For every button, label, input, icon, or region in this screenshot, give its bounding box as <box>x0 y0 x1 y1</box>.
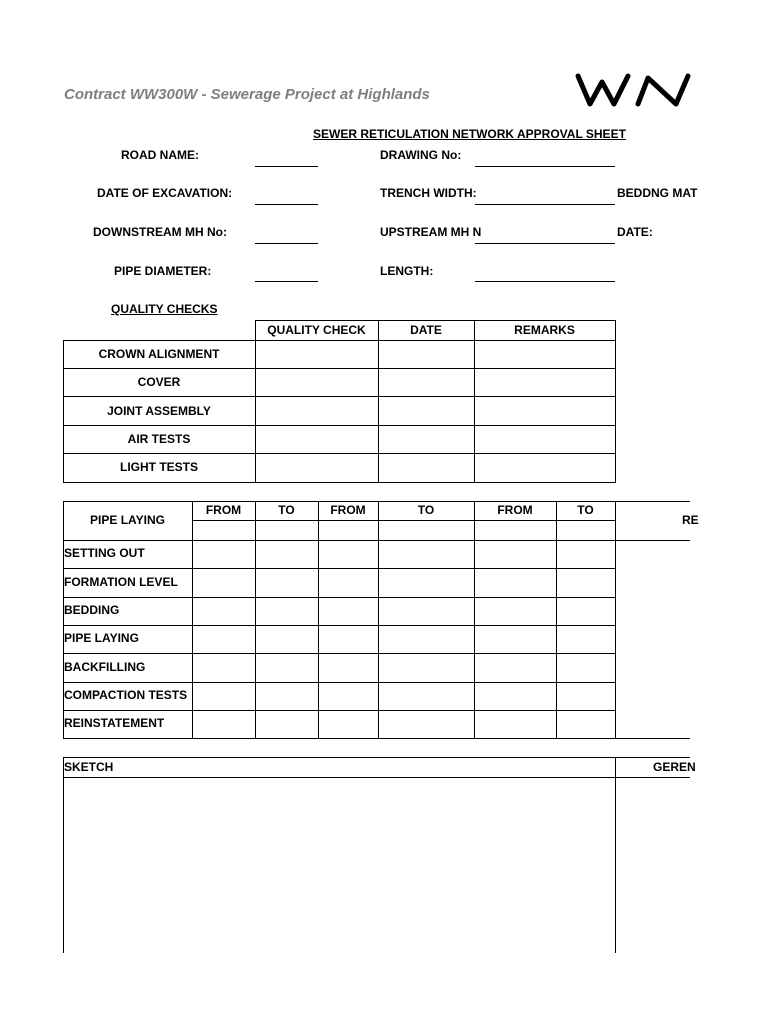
drawing-no-label: DRAWING No: <box>380 148 462 162</box>
pipe-row-label: REINSTATEMENT <box>64 716 165 730</box>
sheet-title: SEWER RETICULATION NETWORK APPROVAL SHEET <box>313 127 626 141</box>
qc-grid-line <box>255 320 616 321</box>
pipe-grid-line <box>474 501 475 738</box>
pipe-column-header: FROM <box>330 503 366 517</box>
qc-row-label: COVER <box>137 375 181 389</box>
pipe-grid-line <box>63 710 615 711</box>
length-label: LENGTH: <box>380 264 434 278</box>
qc-grid-line <box>63 396 616 397</box>
trench-width-field[interactable] <box>475 204 615 205</box>
pipe-row-label: SETTING OUT <box>64 546 145 560</box>
pipe-grid-line <box>63 682 615 683</box>
remarks-header: RE <box>682 513 699 527</box>
date-label: DATE: <box>617 225 653 239</box>
qc-grid-line <box>63 482 616 483</box>
bedding-material-label: BEDDNG MAT <box>617 186 698 200</box>
pipe-column-header: TO <box>417 503 435 517</box>
pipe-grid-line <box>318 501 319 738</box>
road-name-label: ROAD NAME: <box>121 148 199 162</box>
qc-row-label: JOINT ASSEMBLY <box>107 404 211 418</box>
qc-grid-line <box>255 320 256 482</box>
quality-checks-title: QUALITY CHECKS <box>111 302 218 316</box>
pipe-column-header: TO <box>577 503 594 517</box>
qc-grid-line <box>63 368 616 369</box>
qc-row-label: AIR TESTS <box>127 432 191 446</box>
pipe-grid-line <box>378 501 379 738</box>
date-of-excavation-field[interactable] <box>255 204 318 205</box>
drawing-no-field[interactable] <box>475 166 615 167</box>
pipe-grid-line <box>63 738 690 739</box>
company-logo <box>576 72 690 108</box>
qc-column-header: DATE <box>410 323 442 337</box>
pipe-diameter-field[interactable] <box>255 281 318 282</box>
upstream-mh-label: UPSTREAM MH N <box>380 225 482 239</box>
qc-grid-line <box>615 320 616 482</box>
pipe-grid-line <box>255 501 256 738</box>
pipe-row-label: FORMATION LEVEL <box>64 575 178 589</box>
pipe-column-header: FROM <box>205 503 242 517</box>
pipe-row-label: COMPACTION TESTS <box>64 688 188 702</box>
pipe-column-header: FROM <box>497 503 533 517</box>
downstream-mh-label: DOWNSTREAM MH No: <box>93 225 227 239</box>
trench-width-label: TRENCH WIDTH: <box>380 186 477 200</box>
sketch-grid-line <box>63 757 690 758</box>
pipe-grid-line <box>63 625 615 626</box>
length-field[interactable] <box>475 281 615 282</box>
qc-grid-line <box>63 453 616 454</box>
qc-column-header: REMARKS <box>514 323 575 337</box>
downstream-mh-field[interactable] <box>255 243 318 244</box>
pipe-grid-line <box>63 501 690 502</box>
pipe-grid-line <box>63 501 64 738</box>
upstream-mh-field[interactable] <box>475 243 615 244</box>
pipe-grid-line <box>63 568 615 569</box>
qc-column-header: QUALITY CHECK <box>267 323 366 337</box>
pipe-row-label: BACKFILLING <box>64 660 146 674</box>
pipe-row-label: BEDDING <box>64 603 120 617</box>
general-label: GEREN <box>653 760 696 774</box>
pipe-grid-line <box>556 501 557 738</box>
pipe-grid-line <box>63 653 615 654</box>
qc-row-label: CROWN ALIGNMENT <box>98 347 220 361</box>
date-of-excavation-label: DATE OF EXCAVATION: <box>97 186 233 200</box>
pipe-grid-line <box>192 501 193 738</box>
qc-grid-line <box>474 320 475 482</box>
qc-grid-line <box>378 320 379 482</box>
pipe-grid-line <box>63 540 690 541</box>
pipe-grid-line <box>63 597 615 598</box>
qc-row-label: LIGHT TESTS <box>120 460 198 474</box>
pipe-row-label: PIPE LAYING <box>64 631 139 645</box>
pipe-diameter-label: PIPE DIAMETER: <box>114 264 212 278</box>
sketch-label: SKETCH <box>64 760 114 774</box>
qc-grid-line <box>63 340 616 341</box>
pipe-laying-header: PIPE LAYING <box>90 513 165 527</box>
qc-grid-line <box>63 425 616 426</box>
sketch-grid-line <box>615 757 616 953</box>
pipe-grid-line <box>615 501 616 738</box>
contract-title: Contract WW300W - Sewerage Project at Highlands <box>64 86 430 103</box>
sketch-area[interactable] <box>64 778 615 953</box>
road-name-field[interactable] <box>255 166 318 167</box>
pipe-column-header: TO <box>278 503 295 517</box>
